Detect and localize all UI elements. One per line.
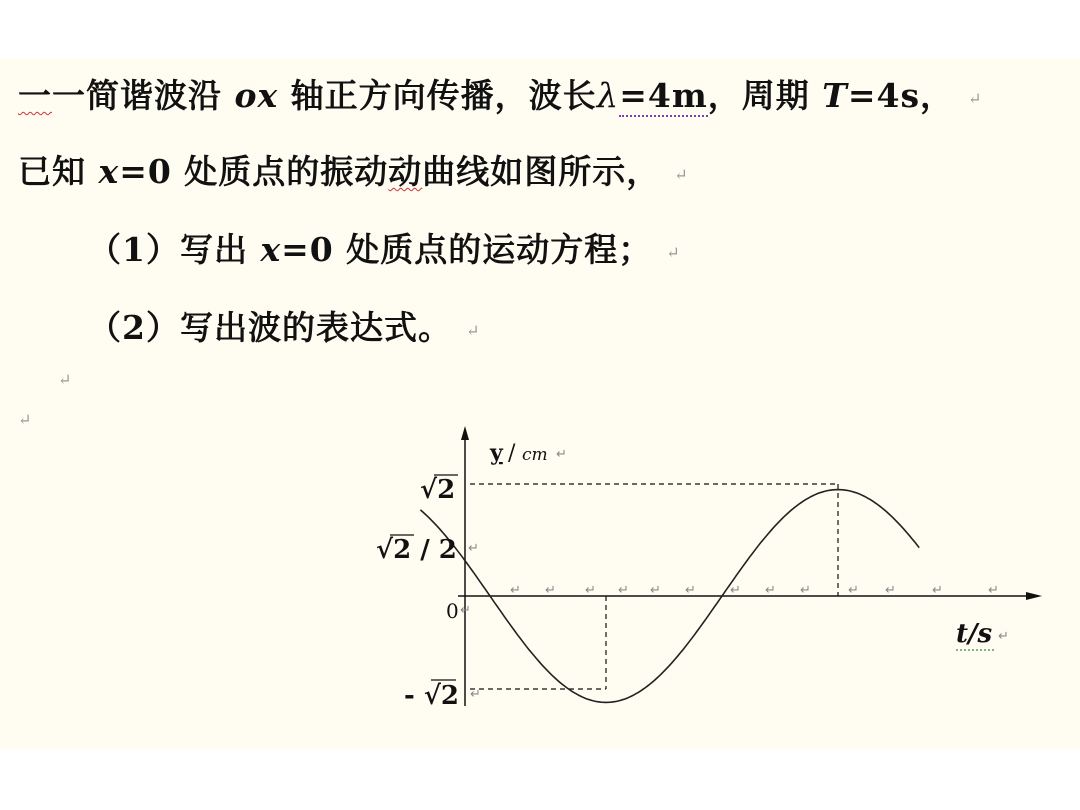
text-segment: 曲线如图所示，	[422, 152, 661, 191]
svg-text:↵: ↵	[585, 583, 596, 598]
y-tick-zero: 0	[446, 599, 459, 623]
svg-text:y: y	[490, 440, 503, 466]
paragraph-mark: ↵	[666, 242, 681, 262]
svg-text:↵: ↵	[618, 583, 629, 598]
text-segment: （1）写出	[88, 230, 261, 269]
svg-text:t/s: t/s	[956, 619, 993, 649]
svg-text:↵: ↵	[988, 583, 999, 598]
svg-text:↵: ↵	[545, 583, 556, 598]
text-segment: （2）写出波的表达式。	[88, 308, 452, 347]
period-value: =4s，	[847, 76, 955, 115]
svg-text:↵: ↵	[510, 583, 521, 598]
svg-text:↵: ↵	[650, 583, 661, 598]
duplicate-char: 动	[388, 152, 423, 191]
x-symbol: x	[260, 230, 282, 269]
svg-text:↵: ↵	[885, 583, 896, 598]
period-symbol: T	[822, 76, 848, 115]
svg-text:↵: ↵	[460, 603, 471, 618]
svg-text:/: /	[508, 441, 516, 466]
text-segment: =0 处质点的振动	[119, 152, 389, 191]
axis-paragraph-marks	[460, 541, 999, 702]
paragraph-mark: ↵	[58, 370, 72, 389]
svg-text:↵: ↵	[468, 541, 479, 556]
svg-text:↵: ↵	[556, 447, 567, 462]
paragraph-mark: ↵	[18, 410, 32, 429]
svg-text:↵: ↵	[470, 687, 481, 702]
text-segment: =0 处质点的运动方程；	[281, 230, 653, 269]
x-symbol: x	[98, 152, 120, 191]
x-axis-label	[956, 619, 1009, 650]
first-char: 一	[18, 76, 52, 115]
paragraph-mark: ↵	[968, 88, 983, 108]
y-tick-neg-sqrt2: - √2	[404, 681, 460, 711]
paragraph-mark: ↵	[674, 164, 689, 184]
ox-axis-symbol: ox	[234, 76, 279, 115]
y-tick-labels	[376, 475, 459, 711]
text-segment: 一简谐波沿	[52, 76, 235, 115]
svg-text:↵: ↵	[765, 583, 776, 598]
y-axis-arrow	[461, 426, 469, 440]
text-segment: 轴正方向传播，波长	[278, 76, 597, 115]
svg-text:↵: ↵	[685, 583, 696, 598]
svg-text:↵: ↵	[998, 629, 1009, 644]
svg-text:↵: ↵	[730, 583, 741, 598]
svg-text:↵: ↵	[932, 583, 943, 598]
wavelength-value: =4m	[619, 76, 708, 115]
y-axis-label	[489, 440, 567, 466]
y-tick-sqrt2: √2	[420, 475, 456, 505]
x-axis-arrow	[1026, 592, 1042, 600]
svg-text:↵: ↵	[848, 583, 859, 598]
paragraph-mark: ↵	[465, 320, 481, 340]
y-tick-sqrt2-half: √2 / 2	[376, 535, 457, 565]
text-segment: 已知	[18, 152, 99, 191]
lambda-symbol: λ	[596, 76, 620, 116]
text-segment: ，周期	[707, 76, 823, 115]
svg-text:cm: cm	[522, 445, 548, 465]
svg-text:↵: ↵	[800, 583, 811, 598]
